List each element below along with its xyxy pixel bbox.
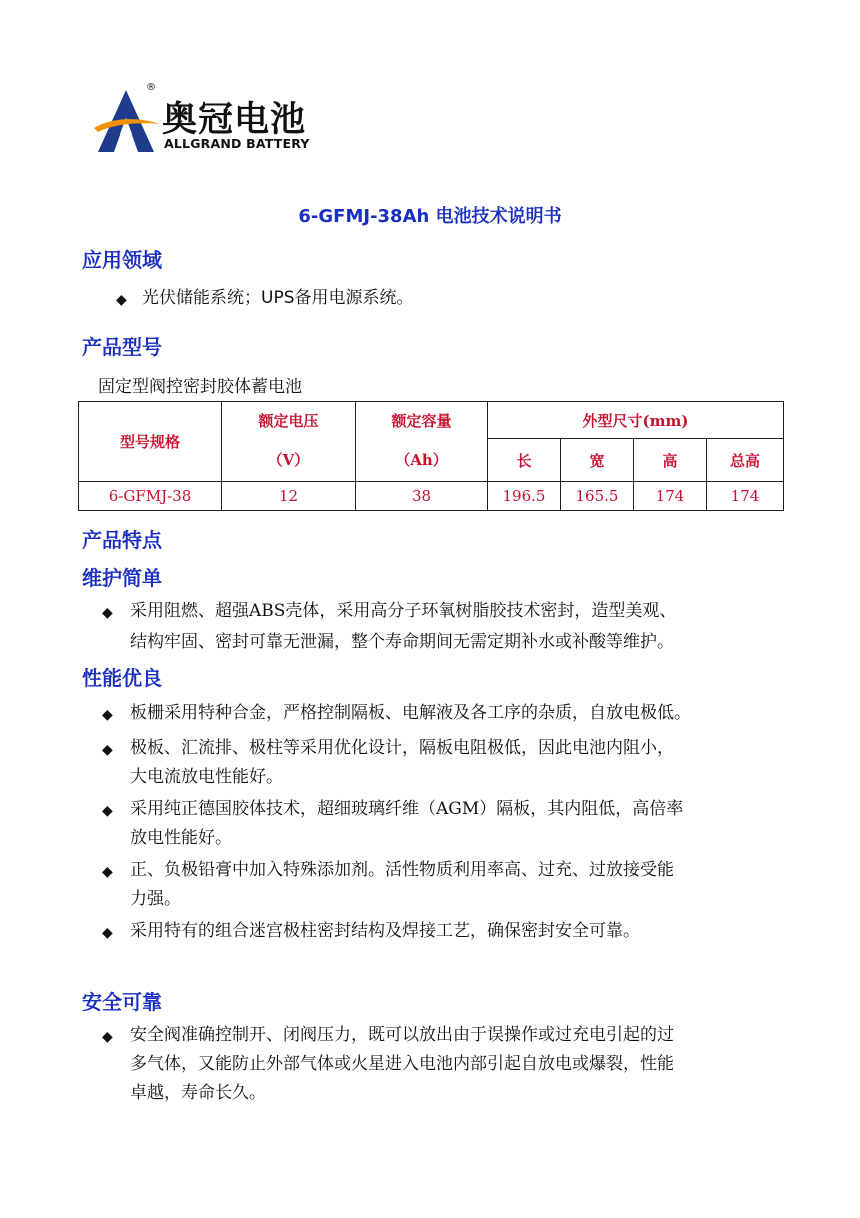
maintenance-line-2: 结构牢固、密封可靠无泄漏，整个寿命期间无需定期补水或补酸等维护。 <box>130 632 674 652</box>
performance-line-8: 采用特有的组合迷宫极柱密封结构及焊接工艺，确保密封安全可靠。 <box>130 921 640 941</box>
header-voltage-unit: （V） <box>222 439 356 482</box>
section-heading-maintenance: 维护简单 <box>82 566 162 590</box>
safety-line-3: 卓越，寿命长久。 <box>130 1083 266 1103</box>
cell-capacity: 38 <box>356 482 488 511</box>
table-row <box>79 482 784 511</box>
cell-height: 174 <box>634 482 707 511</box>
performance-line-1: 板栅采用特种合金，严格控制隔板、电解液及各工序的杂质，自放电极低。 <box>130 703 691 723</box>
logo-mark-icon <box>92 88 162 154</box>
performance-line-7: 力强。 <box>130 889 181 909</box>
bullet-diamond-icon: ◆ <box>102 1029 113 1045</box>
safety-line-2: 多气体，又能防止外部气体或火星进入电池内部引起自放电或爆裂，性能 <box>130 1054 674 1074</box>
section-heading-model: 产品型号 <box>82 335 162 359</box>
bullet-diamond-icon: ◆ <box>102 864 113 880</box>
header-voltage: 额定电压 <box>222 402 356 439</box>
header-model: 型号规格 <box>79 402 222 482</box>
header-height: 高 <box>634 439 707 482</box>
model-description: 固定型阀控密封胶体蓄电池 <box>98 377 302 397</box>
registered-mark: ® <box>146 82 156 93</box>
bullet-diamond-icon: ◆ <box>102 803 113 819</box>
performance-line-4: 采用纯正德国胶体技术，超细玻璃纤维（AGM）隔板，其内阻低，高倍率 <box>130 799 684 819</box>
performance-line-3: 大电流放电性能好。 <box>130 767 283 787</box>
application-text: 光伏储能系统；UPS备用电源系统。 <box>142 288 414 308</box>
cell-total-height: 174 <box>707 482 784 511</box>
section-heading-features: 产品特点 <box>82 528 162 552</box>
performance-line-5: 放电性能好。 <box>130 828 232 848</box>
header-dimensions: 外型尺寸(mm) <box>488 402 784 439</box>
header-total-height: 总高 <box>707 439 784 482</box>
cell-width: 165.5 <box>561 482 634 511</box>
bullet-diamond-icon: ◆ <box>102 605 113 621</box>
performance-line-6: 正、负极铅膏中加入特殊添加剂。活性物质利用率高、过充、过放接受能 <box>130 860 674 880</box>
document-title: 6-GFMJ-38Ah 电池技术说明书 <box>298 206 562 227</box>
header-capacity: 额定容量 <box>356 402 488 439</box>
cell-voltage: 12 <box>222 482 356 511</box>
safety-line-1: 安全阀准确控制开、闭阀压力，既可以放出由于误操作或过充电引起的过 <box>130 1025 674 1045</box>
bullet-diamond-icon: ◆ <box>102 707 113 723</box>
section-heading-performance: 性能优良 <box>82 666 162 690</box>
cell-model: 6-GFMJ-38 <box>79 482 222 511</box>
maintenance-line-1: 采用阻燃、超强ABS壳体，采用高分子环氧树脂胶技术密封，造型美观、 <box>130 601 677 621</box>
bullet-diamond-icon: ◆ <box>102 925 113 941</box>
logo-chinese-name: 奥冠电池 <box>162 100 307 140</box>
bullet-diamond-icon: ◆ <box>102 742 113 758</box>
header-capacity-unit: （Ah） <box>356 439 488 482</box>
company-logo <box>92 82 352 158</box>
header-width: 宽 <box>561 439 634 482</box>
section-heading-safety: 安全可靠 <box>82 990 162 1014</box>
spec-table <box>78 401 784 511</box>
cell-length: 196.5 <box>488 482 561 511</box>
performance-line-2: 极板、汇流排、极柱等采用优化设计，隔板电阻极低，因此电池内阻小， <box>130 738 674 758</box>
logo-english-name: ALLGRAND BATTERY <box>164 136 310 151</box>
section-heading-application: 应用领域 <box>82 248 162 272</box>
bullet-diamond-icon: ◆ <box>116 292 127 308</box>
header-length: 长 <box>488 439 561 482</box>
